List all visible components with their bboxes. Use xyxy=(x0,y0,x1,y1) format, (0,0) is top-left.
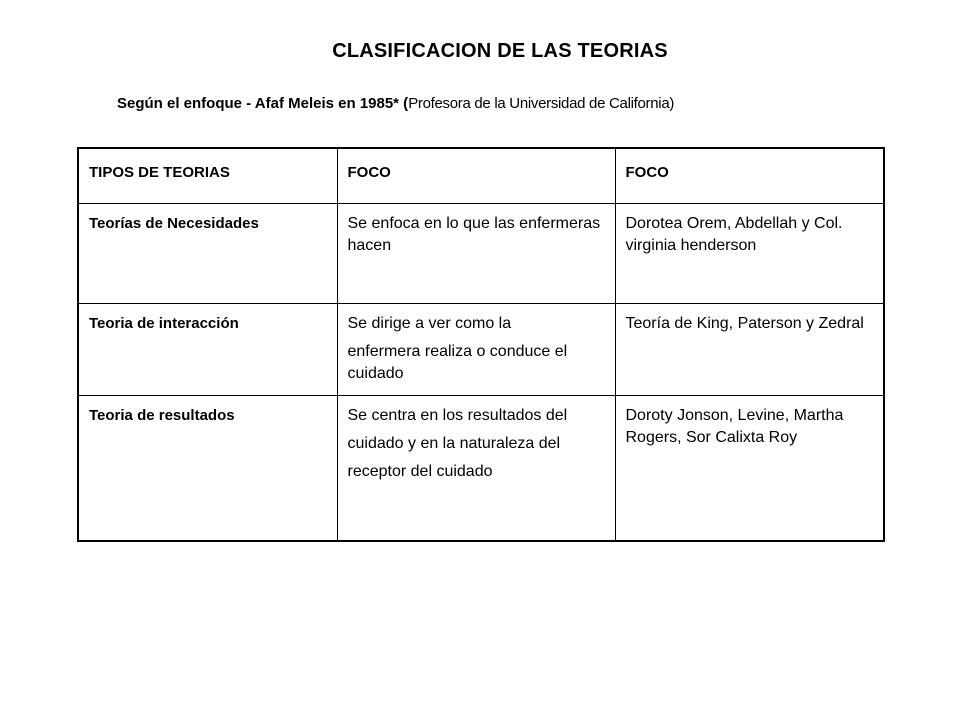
slide-title: CLASIFICACION DE LAS TEORIAS xyxy=(332,40,668,62)
focus-text-line: cuidado y en la naturaleza del xyxy=(347,435,561,452)
theory-authors-cell: Teoría de King, Paterson y Zedral xyxy=(615,304,884,396)
subtitle-bold-part: Según el enfoque - Afaf Meleis en 1985* ( xyxy=(117,95,409,112)
table-row xyxy=(78,396,884,542)
header-cell-focus: FOCO xyxy=(337,148,615,204)
table-header-row xyxy=(78,148,884,204)
theory-focus-cell xyxy=(337,204,615,304)
theory-focus-cell xyxy=(337,304,615,396)
header-cell-focus-2: FOCO xyxy=(615,148,884,204)
theory-type-cell: Teorías de Necesidades xyxy=(78,204,337,304)
subtitle-normal-part: Profesora de la Universidad de California) xyxy=(408,95,675,112)
theories-table xyxy=(77,147,885,542)
table-row xyxy=(78,204,884,304)
theory-type-cell: Teoria de resultados xyxy=(78,396,337,542)
table-row xyxy=(78,304,884,396)
focus-text-line: Se dirige a ver como la xyxy=(347,315,512,332)
focus-text-line: Se centra en los resultados del xyxy=(347,407,568,424)
focus-text-line: Se enfoca en lo que las enfermeras hacen xyxy=(347,215,601,254)
theory-authors-cell: Doroty Jonson, Levine, Martha Rogers, Sor Calixta Roy xyxy=(615,396,884,542)
focus-text-line: enfermera realiza o conduce el cuidado xyxy=(347,343,568,382)
theory-type-cell: Teoria de interacción xyxy=(78,304,337,396)
theory-authors-cell: Dorotea Orem, Abdellah y Col. virginia henderson xyxy=(615,204,884,304)
theory-focus-cell xyxy=(337,396,615,542)
focus-text-line: receptor del cuidado xyxy=(347,463,493,480)
header-cell-types: TIPOS DE TEORIAS xyxy=(78,148,337,204)
slide-subtitle xyxy=(117,95,674,112)
